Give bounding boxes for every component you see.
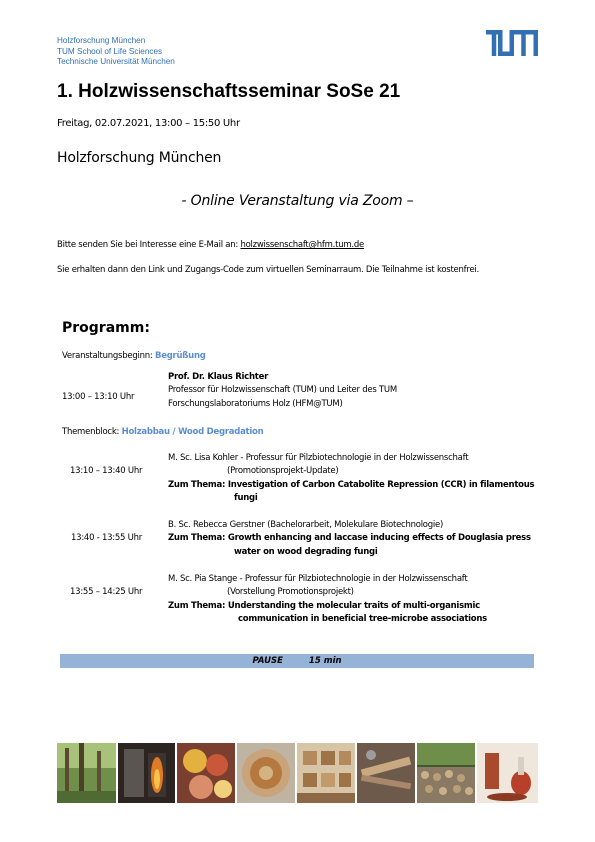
session-1-line2: Professor für Holzwissenschaft (TUM) und Leiter des TUM [168,385,397,396]
session-1-details [168,371,397,411]
header-line-3: Technische Universität München [57,57,175,66]
session-2-topic-1: Investigation of Carbon Catabolite Repression (CCR) in filamentous [227,479,535,490]
tools-photo [357,743,415,803]
page-title: 1. Holzwissenschaftsseminar SoSe 21 [57,81,401,102]
session-4-topic-label: Zum Thema: [168,600,228,611]
begin-value: Begrüßung [154,351,206,361]
theme-block [62,427,263,437]
session-3-line1: B. Sc. Rebecca Gerstner (Bachelorarbeit, Molekulare Biotechnologie) [168,520,444,530]
pause-label: PAUSE [252,656,283,666]
online-note: - Online Veranstaltung via Zoom – [181,193,414,209]
session-4-line2: (Vorstellung Promotionsprojekt) [227,587,354,598]
session-1-line3: Forschungslaboratoriums Holz (HFM@TUM) [168,398,343,409]
contact-line [57,240,364,250]
session-2-time: 13:10 – 13:40 Uhr [70,466,143,476]
block-label: Themenblock: [62,427,122,437]
session-3-topic-label: Zum Thema: [168,533,228,544]
photo-strip [57,743,539,803]
session-2-topic-2: fungi [234,492,258,503]
institution-header [57,36,175,68]
woodpile-photo [417,743,475,803]
block-value: Holzabbau / Wood Degradation [121,427,264,437]
session-2-details [168,452,534,505]
session-1-speaker: Prof. Dr. Klaus Richter [168,372,269,382]
session-4-topic-1: Understanding the molecular traits of multi-organismic [227,600,480,611]
info-line: Sie erhalten dann den Link und Zugangs-Code zum virtuellen Seminarraum. Die Teilnahme ist kostenfrei. [57,265,479,275]
header-line-1: Holzforschung München [57,36,146,45]
session-2-topic-label: Zum Thema: [168,479,228,490]
session-2-line2: (Promotionsprojekt-Update) [227,466,339,477]
session-4-time: 13:55 – 14:25 Uhr [70,587,143,597]
extract-photo [477,743,538,803]
organizer-name: Holzforschung München [57,150,222,166]
pause-duration: 15 min [308,656,342,666]
begin-label: Veranstaltungsbeginn: [62,351,155,361]
session-4-details [168,573,487,626]
event-date: Freitag, 02.07.2021, 13:00 – 15:50 Uhr [57,118,240,129]
fungus-dish-photo [237,743,295,803]
session-3-details [168,519,531,559]
contact-email-link[interactable]: holzwissenschaft@hfm.tum.de [240,240,364,250]
session-4-topic-2: communication in beneficial tree-microbe associations [238,613,487,624]
fire-test-photo [118,743,175,803]
tum-logo [486,30,538,56]
session-3-topic-1: Growth enhancing and laccase inducing effects of Douglasia press [227,533,531,544]
session-4-line1: M. Sc. Pia Stange - Professur für Pilzbiotechnologie in der Holzwissenschaft [168,574,468,584]
forest-photo [57,743,116,803]
session-1-time: 13:00 – 13:10 Uhr [62,392,135,402]
header-line-2: TUM School of Life Sciences [57,46,163,56]
wood-blocks-photo [297,743,355,803]
program-heading: Programm: [62,320,150,336]
session-2-line1: M. Sc. Lisa Kohler - Professur für Pilzbiotechnologie in der Holzwissenschaft [168,453,469,463]
program-begin [62,351,206,361]
microscopy-photo [177,743,235,803]
contact-prefix: Bitte senden Sie bei Interesse eine E-Mail an: [57,240,241,250]
pause-bar [60,654,534,668]
session-3-time: 13:40 - 13:55 Uhr [71,533,143,543]
session-3-topic-2: water on wood degrading fungi [234,546,378,557]
